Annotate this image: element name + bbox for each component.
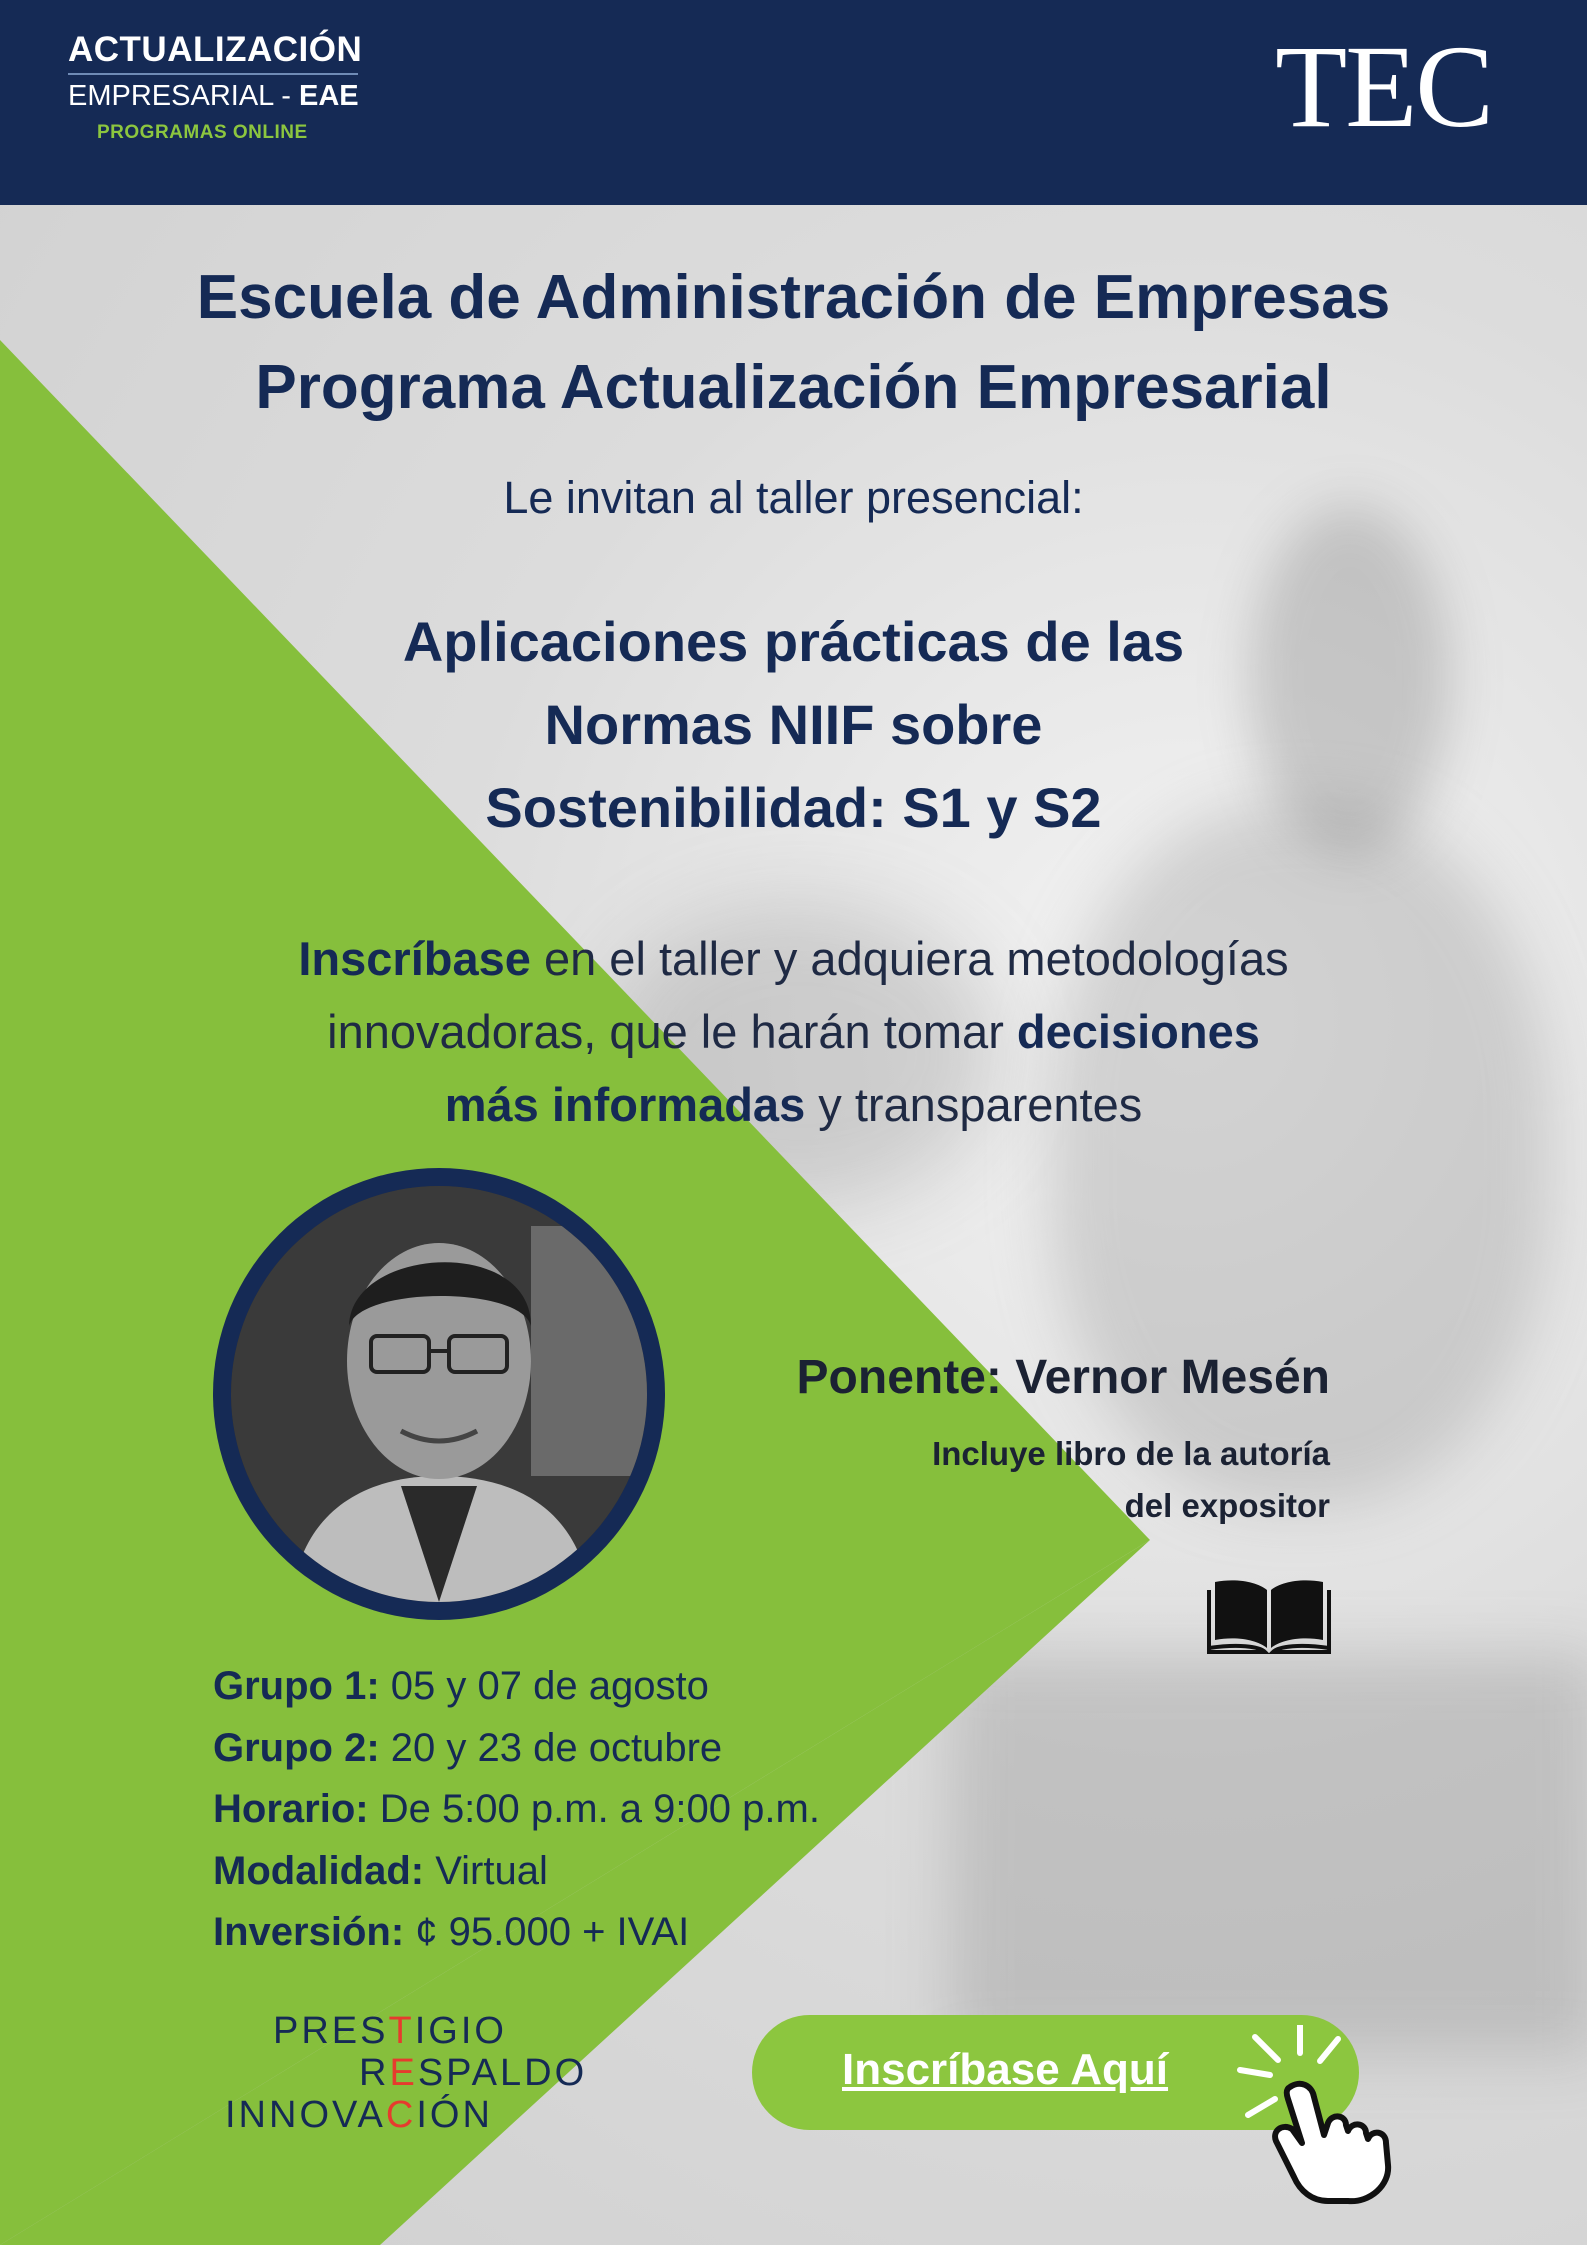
tec-logo: TEC bbox=[1275, 21, 1492, 152]
detail-row: Modalidad: Virtual bbox=[213, 1848, 548, 1893]
slogan: PRESTIGIO RESPALDO INNOVACIÓN bbox=[225, 2010, 588, 2136]
speaker-photo bbox=[213, 1168, 665, 1620]
detail-row: Inversión: ¢ 95.000 + IVAI bbox=[213, 1910, 690, 1954]
book-note: Incluye libro de la autoría del expositor bbox=[932, 1435, 1330, 1524]
open-book-icon bbox=[1207, 1576, 1331, 1658]
detail-row: Horario: De 5:00 p.m. a 9:00 p.m. bbox=[213, 1787, 820, 1831]
workshop-title: Aplicaciones prácticas de las Normas NIIF sobre Sostenibilidad: S1 y S2 bbox=[402, 610, 1185, 839]
register-button-label: Inscríbase Aquí bbox=[842, 2045, 1169, 2094]
program-title: Programa Actualización Empresarial bbox=[255, 353, 1332, 422]
header-bar bbox=[0, 0, 1587, 205]
brand-tagline: PROGRAMAS ONLINE bbox=[97, 122, 308, 143]
invite-text: Le invitan al taller presencial: bbox=[503, 472, 1084, 523]
school-title: Escuela de Administración de Empresas bbox=[196, 263, 1391, 332]
pointing-hand-icon bbox=[1220, 2025, 1440, 2205]
speaker-name: Ponente: Vernor Mesén bbox=[796, 1351, 1330, 1404]
pitch-text: Inscríbase en el taller y adquiera metodologías innovadoras, que le harán tomar decisiones más informadas y transparentes bbox=[298, 932, 1289, 1131]
brand-title: ACTUALIZACIÓN bbox=[68, 30, 363, 69]
detail-row: Grupo 1: 05 y 07 de agosto bbox=[213, 1664, 709, 1708]
speaker-portrait bbox=[231, 1186, 647, 1602]
brand-divider bbox=[68, 73, 358, 75]
detail-row: Grupo 2: 20 y 23 de octubre bbox=[213, 1725, 723, 1770]
brand-subtitle: EMPRESARIAL - EAE bbox=[68, 80, 359, 112]
event-details bbox=[213, 1656, 820, 1964]
